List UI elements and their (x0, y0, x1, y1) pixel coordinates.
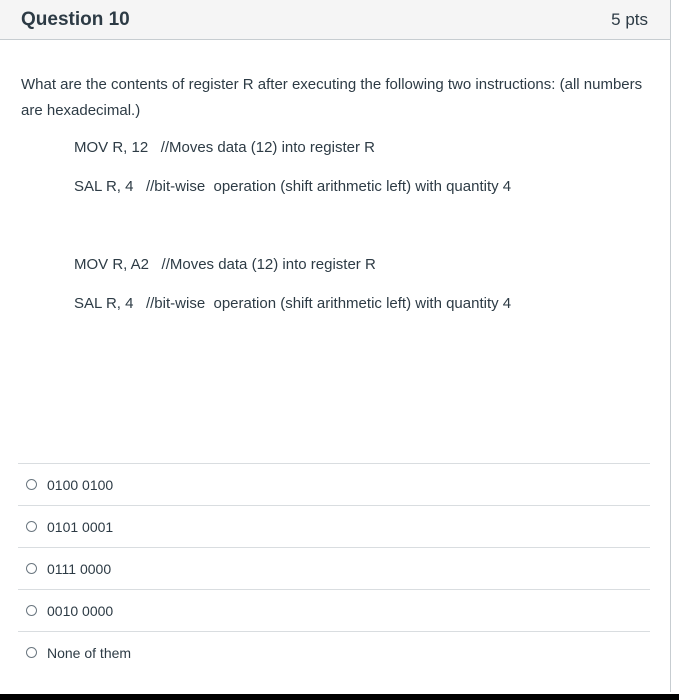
answer-option[interactable] (18, 505, 650, 547)
bottom-divider (0, 694, 679, 700)
radio-button[interactable] (26, 479, 37, 490)
question-body (0, 40, 670, 314)
question-prompt: What are the contents of register R after executing the following two instructions: (all numbers are hexadecimal.) (21, 76, 643, 119)
radio-button[interactable] (26, 563, 37, 574)
answer-option[interactable] (18, 547, 650, 589)
radio-button[interactable] (26, 521, 37, 532)
instruction-line: SAL R, 4 //bit-wise operation (shift arithmetic left) with quantity 4 (74, 295, 512, 312)
radio-button[interactable] (26, 605, 37, 616)
question-header (0, 0, 670, 40)
radio-button[interactable] (26, 647, 37, 658)
answer-option[interactable] (18, 589, 650, 631)
answer-label[interactable]: 0010 0000 (47, 602, 114, 619)
question-title: Question 10 (21, 8, 130, 30)
answer-label[interactable]: 0101 0001 (47, 518, 114, 535)
answer-option[interactable] (18, 463, 650, 505)
answer-label[interactable]: None of them (47, 644, 132, 661)
answer-option[interactable] (18, 631, 650, 673)
answer-list (18, 463, 650, 673)
instruction-line: SAL R, 4 //bit-wise operation (shift arithmetic left) with quantity 4 (74, 178, 512, 195)
instruction-line: MOV R, A2 //Moves data (12) into register R (74, 256, 376, 273)
instruction-line: MOV R, 12 //Moves data (12) into register R (74, 139, 375, 156)
answer-label[interactable]: 0111 0000 (47, 560, 112, 577)
question-points: 5 pts (611, 9, 648, 29)
answer-label[interactable]: 0100 0100 (47, 476, 114, 493)
